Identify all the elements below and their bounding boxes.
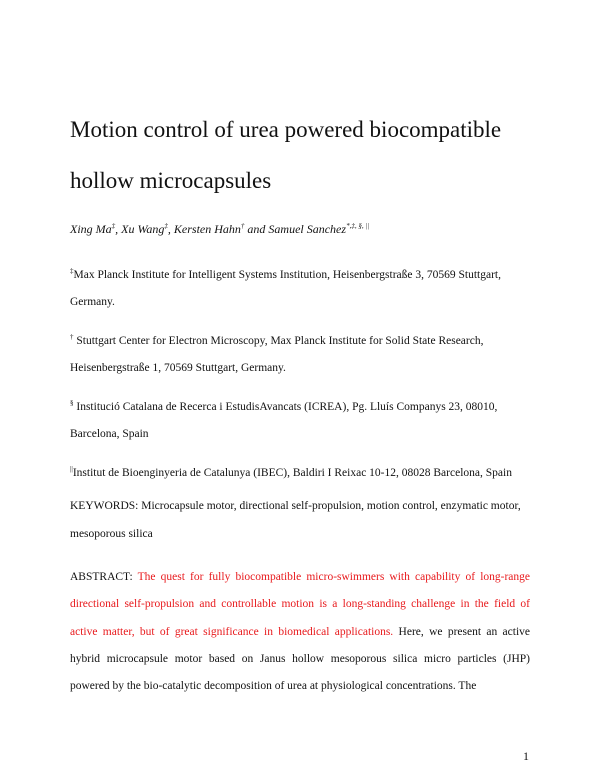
affiliation-mark: ‡ — [70, 267, 74, 275]
affiliation-text: Stuttgart Center for Electron Microscopy, Max Planck Institute for Solid State Research, Heisenbergstraße 1, 70569 Stuttgart, Germany. — [70, 334, 484, 375]
affiliation-text: Institut de Bioenginyeria de Catalunya (IBEC), Baldiri I Reixac 10-12, 08028 Barcelona, Spain — [72, 466, 512, 479]
abstract-section — [70, 564, 530, 700]
keywords-section — [70, 493, 538, 548]
paper-title: Motion control of urea powered biocompatible hollow microcapsules — [70, 117, 502, 193]
affiliation — [70, 258, 538, 317]
author-affiliation-mark: † — [240, 222, 245, 230]
abstract-text: Here, we present an active hybrid microcapsule motor based on Janus hollow mesoporous silica micro particles (JHP) powered by the bio-catalytic decomposition of urea at physiological concentrations. The — [70, 625, 530, 693]
author-name: Kersten Hahn — [173, 222, 241, 236]
affiliation-mark: † — [70, 333, 74, 341]
affiliation-mark: || — [70, 465, 73, 473]
affiliation — [70, 456, 538, 487]
author-name: Xing Ma — [70, 222, 112, 236]
author-list — [70, 222, 369, 237]
affiliation-mark: § — [70, 399, 74, 407]
author-separator: and — [244, 222, 269, 236]
page-number: 1 — [523, 749, 529, 763]
author-affiliation-mark: *,‡, §, || — [346, 222, 370, 230]
affiliation — [70, 390, 538, 449]
author-separator: , — [115, 222, 122, 236]
author-affiliation-mark: ‡ — [164, 222, 168, 230]
abstract-highlight: The quest for fully biocompatible micro-swimmers with capability of long-range directional self-propulsion and controllable motion is a long-standing challenge in the field of active matter, but of great significance in biomedical applications. — [70, 571, 531, 638]
keywords-label: KEYWORDS: — [70, 500, 139, 512]
author-name: Samuel Sanchez — [268, 222, 347, 236]
author-affiliation-mark: ‡ — [111, 222, 116, 230]
affiliation — [70, 324, 538, 383]
keywords-text: Microcapsule motor, directional self-propulsion, motion control, enzymatic motor, mesoporous silica — [70, 500, 521, 540]
abstract-label: ABSTRACT: — [70, 571, 133, 583]
affiliation-text: Max Planck Institute for Intelligent Systems Institution, Heisenbergstraße 3, 70569 Stuttgart, Germany. — [70, 268, 501, 309]
author-name: Xu Wang — [121, 222, 165, 236]
author-separator: , — [167, 222, 174, 236]
affiliation-text: Institució Catalana de Recerca i EstudisAvancats (ICREA), Pg. Lluís Companys 23, 08010, Barcelona, Spain — [70, 400, 498, 441]
